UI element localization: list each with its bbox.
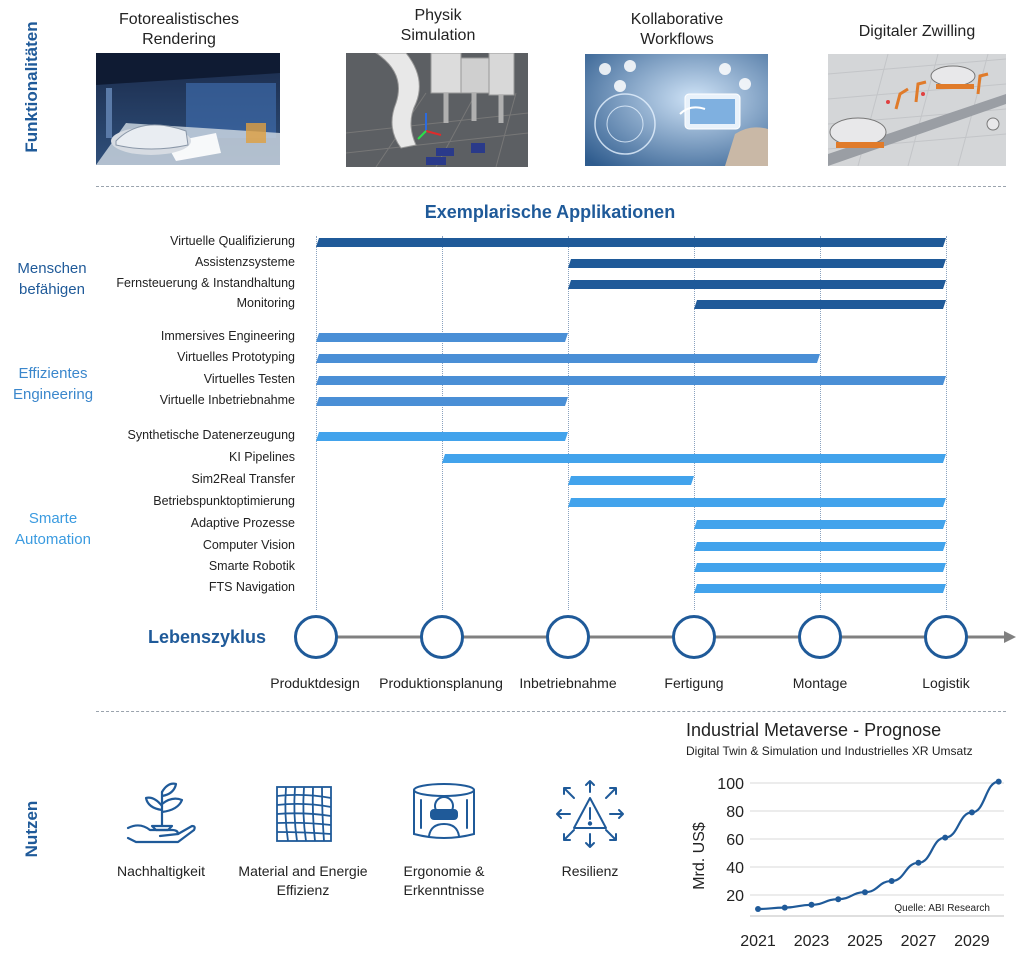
function-caption-physics	[338, 6, 538, 46]
benefit-line2: Effizienz	[276, 882, 330, 898]
application-label: Smarte Robotik	[208, 559, 295, 573]
function-caption-digital-twin	[817, 22, 1017, 42]
benefit-line2: Erkenntnisse	[403, 882, 485, 898]
application-label: Sim2Real Transfer	[191, 472, 295, 486]
application-label: Betriebspunktoptimierung	[153, 494, 295, 508]
chart-y-axis-label: Mrd. US$	[691, 822, 708, 890]
warning-arrows-icon	[554, 778, 626, 855]
function-line2: Simulation	[400, 27, 476, 44]
chart-series-line	[758, 782, 999, 909]
plant-hand-icon	[126, 778, 198, 849]
digital-twin-image	[828, 54, 1006, 166]
lifecycle-stage-circle	[672, 615, 716, 659]
function-line1: Physik	[414, 7, 462, 24]
grid-mesh-icon	[275, 785, 333, 848]
benefit-label-sustainability	[81, 862, 241, 881]
lifecycle-stage-circle	[798, 615, 842, 659]
benefit-line1: Material and Energie	[238, 863, 368, 879]
application-label: Adaptive Prozesse	[190, 516, 295, 530]
separator-bottom	[96, 711, 1006, 712]
application-label: FTS Navigation	[208, 580, 295, 594]
application-label: Synthetische Datenerzeugung	[127, 428, 295, 442]
group-line2: Engineering	[12, 386, 94, 403]
application-label: Virtuelles Testen	[203, 372, 295, 386]
group-line1: Effizientes	[18, 365, 88, 382]
application-bar	[316, 432, 568, 441]
application-label: Computer Vision	[202, 538, 295, 552]
chart-subtitle: Digital Twin & Simulation und Industrielles XR Umsatz	[686, 744, 973, 758]
group-line2: befähigen	[19, 281, 85, 298]
benefit-label-ergonomics	[364, 862, 524, 900]
stage-guide-line	[694, 236, 695, 610]
application-bar	[568, 476, 694, 485]
chart-y-tick-label: 20	[726, 888, 744, 905]
group-label-automation	[0, 508, 106, 550]
group-line1: Smarte	[28, 510, 78, 527]
lifecycle-arrow	[300, 628, 1020, 648]
chart-data-point	[969, 809, 975, 815]
stage-guide-line	[820, 236, 821, 610]
lifecycle-stage-circle	[420, 615, 464, 659]
application-bar	[694, 520, 946, 529]
application-bar	[568, 259, 946, 268]
benefit-line1: Nachhaltigkeit	[117, 863, 205, 879]
lifecycle-stage-label: Logistik	[922, 675, 970, 691]
application-bar	[316, 238, 946, 247]
stage-guide-line	[946, 236, 947, 610]
rendering-image	[96, 53, 280, 165]
application-bar	[316, 354, 820, 363]
group-line2: Automation	[15, 531, 91, 548]
application-bar	[442, 454, 946, 463]
chart-data-point	[942, 835, 948, 841]
lifecycle-title: Lebenszyklus	[148, 627, 267, 647]
application-label: Virtuelle Inbetriebnahme	[159, 393, 295, 407]
chart-data-point	[782, 905, 788, 911]
application-label: Immersives Engineering	[160, 329, 295, 343]
chart-data-point	[835, 896, 841, 902]
function-caption-rendering	[79, 10, 279, 50]
chart-y-tick-label: 40	[726, 860, 744, 877]
chart-data-point	[862, 889, 868, 895]
application-bar	[694, 542, 946, 551]
chart-title: Industrial Metaverse - Prognose	[686, 720, 942, 740]
applications-title: Exemplarische Applikationen	[424, 202, 676, 222]
application-label: Monitoring	[236, 296, 295, 310]
application-label: Fernsteuerung & Instandhaltung	[116, 276, 295, 290]
application-bar	[694, 300, 946, 309]
function-line2: Workflows	[640, 31, 714, 48]
group-label-people	[0, 258, 104, 300]
application-bar	[316, 397, 568, 406]
chart-data-point	[996, 779, 1002, 785]
lifecycle-stage-label: Montage	[792, 675, 848, 691]
benefit-label-efficiency	[223, 862, 383, 900]
application-bar	[694, 584, 946, 593]
chart-data-point	[755, 906, 761, 912]
function-caption-workflows	[577, 10, 777, 50]
chart-x-tick-label: 2025	[847, 933, 883, 950]
application-label: KI Pipelines	[228, 450, 295, 464]
functions-side-title: Funktionalitäten	[22, 21, 41, 153]
chart-data-point	[915, 860, 921, 866]
lifecycle-stage-circle	[546, 615, 590, 659]
collaborative-workflows-image	[585, 54, 768, 166]
stage-guide-line	[316, 236, 317, 610]
application-label: Virtuelles Prototyping	[177, 350, 295, 364]
chart-data-point	[889, 878, 895, 884]
application-bar	[316, 333, 568, 342]
group-label-engineering	[0, 363, 106, 405]
function-line2: Rendering	[142, 31, 216, 48]
chart-x-tick-label: 2023	[793, 933, 830, 950]
chart-y-tick-label: 80	[726, 804, 744, 821]
group-line1: Menschen	[17, 260, 87, 277]
separator-top	[96, 186, 1006, 187]
stage-guide-line	[442, 236, 443, 610]
application-bar	[568, 280, 946, 289]
application-bar	[568, 498, 946, 507]
lifecycle-stage-label: Fertigung	[664, 675, 724, 691]
chart-data-point	[808, 902, 814, 908]
function-line1: Fotorealistisches	[118, 11, 240, 28]
physics-simulation-image	[346, 53, 528, 167]
chart-y-tick-label: 60	[726, 832, 744, 849]
application-label: Virtuelle Qualifizierung	[170, 234, 295, 248]
application-bar	[694, 563, 946, 572]
chart-x-tick-label: 2021	[740, 933, 776, 950]
function-line1: Kollaborative	[630, 11, 724, 28]
benefit-line1: Ergonomie &	[403, 863, 485, 879]
lifecycle-stage-label: Produktionsplanung	[379, 675, 503, 691]
lifecycle-stage-circle	[294, 615, 338, 659]
lifecycle-stage-label: Produktdesign	[270, 675, 360, 691]
vr-headset-icon	[411, 780, 477, 851]
function-line2: Digitaler Zwilling	[858, 23, 976, 40]
benefits-side-title: Nutzen	[22, 800, 41, 858]
forecast-chart	[684, 766, 1014, 976]
lifecycle-stage-label: Inbetriebnahme	[519, 675, 617, 691]
lifecycle-stage-circle	[924, 615, 968, 659]
chart-x-tick-label: 2029	[954, 933, 990, 950]
application-bar	[316, 376, 946, 385]
chart-y-tick-label: 100	[717, 776, 744, 793]
application-label: Assistenzsysteme	[194, 255, 295, 269]
chart-source-note: Quelle: ABI Research	[894, 903, 990, 914]
benefit-line1: Resilienz	[561, 863, 619, 879]
stage-guide-line	[568, 236, 569, 610]
benefit-label-resilience	[510, 862, 670, 881]
chart-x-tick-label: 2027	[900, 933, 937, 950]
